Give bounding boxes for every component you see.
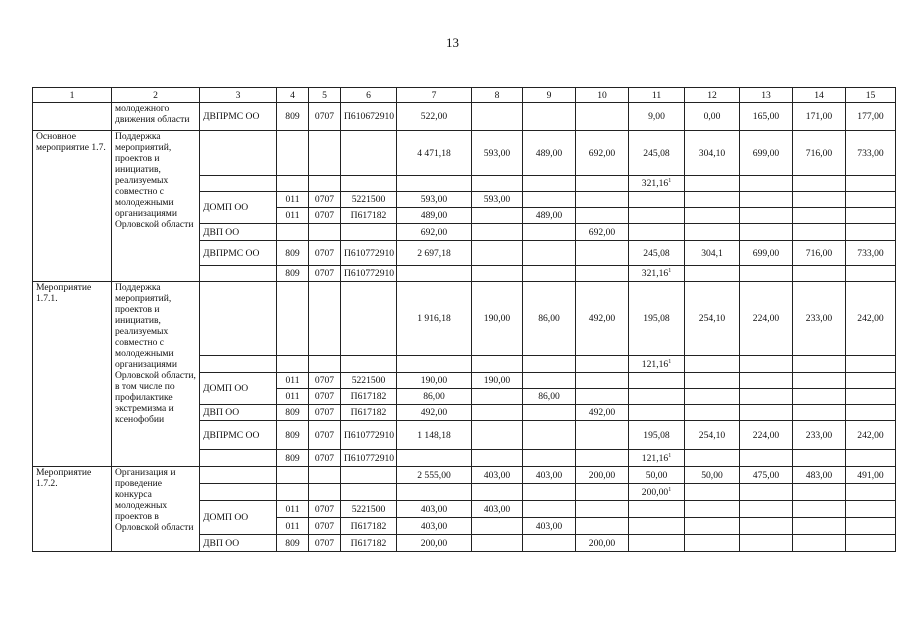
cell	[629, 389, 685, 405]
column-header: 8	[472, 88, 523, 103]
activity-label: Основное мероприятие 1.7.	[33, 131, 112, 282]
cell	[740, 389, 793, 405]
activity-description: Поддержка мероприятий, проектов и инициатив, реализуемых совместно с молодежными организациями Орловской области, в том числе по профилактике экстремизма и ксенофобии	[112, 282, 200, 467]
cell: 491,00	[846, 467, 896, 484]
cell	[846, 535, 896, 552]
cell: 011	[277, 373, 309, 389]
cell	[576, 103, 629, 131]
cell	[740, 501, 793, 518]
column-header: 3	[200, 88, 277, 103]
cell	[629, 484, 685, 501]
cell: 489,00	[523, 208, 576, 224]
cell: 195,08	[629, 282, 685, 356]
cell: П610772910	[341, 421, 397, 450]
cell: 0,00	[685, 103, 740, 131]
footnote-value: 121,16	[641, 452, 669, 464]
cell: П617182	[341, 208, 397, 224]
cell	[277, 131, 309, 176]
cell	[685, 501, 740, 518]
cell	[523, 241, 576, 266]
cell	[629, 266, 685, 282]
cell	[472, 176, 523, 192]
cell: 011	[277, 192, 309, 208]
cell	[740, 484, 793, 501]
cell: П610772910	[341, 266, 397, 282]
cell: 809	[277, 450, 309, 467]
cell: 809	[277, 535, 309, 552]
cell: 403,00	[397, 501, 472, 518]
cell	[740, 176, 793, 192]
cell	[629, 356, 685, 373]
cell: 1 916,18	[397, 282, 472, 356]
column-header: 14	[793, 88, 846, 103]
footnote-value: 321,16	[641, 178, 669, 189]
cell	[793, 356, 846, 373]
cell: 224,00	[740, 282, 793, 356]
cell: 4 471,18	[397, 131, 472, 176]
cell: 809	[277, 421, 309, 450]
footnote-value: 200,00	[641, 486, 669, 498]
cell: 86,00	[523, 389, 576, 405]
cell: П617182	[341, 535, 397, 552]
cell: 0707	[309, 208, 341, 224]
cell	[523, 356, 576, 373]
activity-label: Мероприятие 1.7.2.	[33, 467, 112, 552]
cell	[793, 224, 846, 241]
cell	[523, 405, 576, 421]
cell: 692,00	[397, 224, 472, 241]
cell: 489,00	[523, 131, 576, 176]
cell: 86,00	[523, 282, 576, 356]
cell	[846, 208, 896, 224]
cell	[523, 103, 576, 131]
cell: 171,00	[793, 103, 846, 131]
cell	[846, 356, 896, 373]
cell: 190,00	[472, 373, 523, 389]
cell	[472, 266, 523, 282]
footnote-mark: 1	[668, 452, 672, 459]
cell	[33, 103, 112, 131]
cell: 224,00	[740, 421, 793, 450]
cell	[685, 405, 740, 421]
cell: 733,00	[846, 131, 896, 176]
footnote-value: 321,16	[641, 268, 669, 279]
source-cell: ДВП ОО	[200, 535, 277, 552]
cell: 200,00	[576, 535, 629, 552]
cell	[740, 192, 793, 208]
cell: 0707	[309, 535, 341, 552]
cell	[200, 467, 277, 484]
cell	[740, 224, 793, 241]
cell	[472, 450, 523, 467]
cell	[576, 484, 629, 501]
source-cell: ДВПРМС ОО	[200, 241, 277, 266]
page-number: 13	[446, 35, 459, 50]
cell	[277, 176, 309, 192]
cell: 2 555,00	[397, 467, 472, 484]
cell	[846, 192, 896, 208]
cell	[523, 176, 576, 192]
cell	[309, 484, 341, 501]
cell	[523, 373, 576, 389]
cell: 0707	[309, 241, 341, 266]
cell	[740, 450, 793, 467]
cell: 0707	[309, 450, 341, 467]
cell: 0707	[309, 103, 341, 131]
source-cell: ДВПРМС ОО	[200, 421, 277, 450]
cell: 716,00	[793, 131, 846, 176]
column-header: 13	[740, 88, 793, 103]
cell: 5221500	[341, 501, 397, 518]
cell: П617182	[341, 389, 397, 405]
cell	[629, 501, 685, 518]
cell	[472, 405, 523, 421]
cell	[629, 192, 685, 208]
cell: 011	[277, 501, 309, 518]
continued-description: молодежного движения области	[112, 103, 200, 131]
cell	[277, 467, 309, 484]
cell	[472, 535, 523, 552]
cell: 475,00	[740, 467, 793, 484]
cell: 692,00	[576, 131, 629, 176]
column-header: 5	[309, 88, 341, 103]
cell: 304,1	[685, 241, 740, 266]
table-row	[33, 467, 896, 484]
column-header: 12	[685, 88, 740, 103]
cell	[472, 518, 523, 535]
cell	[576, 192, 629, 208]
cell	[309, 224, 341, 241]
cell: 011	[277, 518, 309, 535]
cell: 0707	[309, 421, 341, 450]
cell: 2 697,18	[397, 241, 472, 266]
cell	[629, 450, 685, 467]
cell	[472, 208, 523, 224]
cell	[740, 373, 793, 389]
cell	[740, 535, 793, 552]
cell	[846, 176, 896, 192]
cell	[341, 467, 397, 484]
cell	[523, 421, 576, 450]
cell: 593,00	[472, 131, 523, 176]
cell	[397, 266, 472, 282]
cell	[846, 405, 896, 421]
cell: 5221500	[341, 373, 397, 389]
cell	[309, 176, 341, 192]
source-cell: ДВП ОО	[200, 224, 277, 241]
cell	[576, 373, 629, 389]
cell	[472, 421, 523, 450]
cell: 50,00	[629, 467, 685, 484]
cell	[740, 518, 793, 535]
cell	[200, 176, 277, 192]
cell	[685, 356, 740, 373]
cell: 489,00	[397, 208, 472, 224]
cell	[685, 192, 740, 208]
cell: 733,00	[846, 241, 896, 266]
cell	[397, 176, 472, 192]
cell: 403,00	[472, 501, 523, 518]
cell: 692,00	[576, 224, 629, 241]
cell	[341, 224, 397, 241]
cell	[793, 484, 846, 501]
cell: 242,00	[846, 421, 896, 450]
column-header: 4	[277, 88, 309, 103]
cell	[685, 484, 740, 501]
cell	[685, 176, 740, 192]
cell	[793, 450, 846, 467]
cell: 403,00	[523, 518, 576, 535]
column-header: 15	[846, 88, 896, 103]
cell	[341, 176, 397, 192]
cell: 0707	[309, 373, 341, 389]
cell	[629, 518, 685, 535]
cell	[397, 356, 472, 373]
cell	[200, 450, 277, 467]
cell: 233,00	[793, 421, 846, 450]
cell	[277, 356, 309, 373]
cell	[793, 535, 846, 552]
cell	[793, 518, 846, 535]
cell	[846, 224, 896, 241]
cell	[846, 373, 896, 389]
footnote-value: 121,16	[641, 358, 669, 370]
cell: 593,00	[397, 192, 472, 208]
column-numbers-row	[33, 88, 896, 103]
cell: 50,00	[685, 467, 740, 484]
cell: 011	[277, 208, 309, 224]
cell	[576, 501, 629, 518]
cell: 0707	[309, 266, 341, 282]
cell	[576, 421, 629, 450]
cell	[576, 356, 629, 373]
cell: 242,00	[846, 282, 896, 356]
cell	[523, 450, 576, 467]
activity-description: Организация и проведение конкурса молодежных проектов в Орловской области	[112, 467, 200, 552]
cell: П617182	[341, 518, 397, 535]
activity-label: Мероприятие 1.7.1.	[33, 282, 112, 467]
cell	[200, 356, 277, 373]
cell: 190,00	[397, 373, 472, 389]
cell: 233,00	[793, 282, 846, 356]
cell: 1 148,18	[397, 421, 472, 450]
cell	[576, 450, 629, 467]
cell	[523, 224, 576, 241]
cell	[200, 266, 277, 282]
cell	[309, 467, 341, 484]
cell	[740, 356, 793, 373]
cell	[685, 389, 740, 405]
table-row	[33, 131, 896, 176]
cell: 403,00	[472, 467, 523, 484]
cell	[472, 224, 523, 241]
cell	[523, 501, 576, 518]
cell	[740, 208, 793, 224]
cell	[740, 405, 793, 421]
column-header: 11	[629, 88, 685, 103]
cell	[341, 131, 397, 176]
cell: 492,00	[576, 405, 629, 421]
cell: П610772910	[341, 241, 397, 266]
cell	[793, 208, 846, 224]
cell: 165,00	[740, 103, 793, 131]
cell	[846, 389, 896, 405]
cell	[793, 501, 846, 518]
cell	[472, 484, 523, 501]
cell: 809	[277, 405, 309, 421]
cell	[576, 266, 629, 282]
cell: 011	[277, 389, 309, 405]
footnote-mark: 1	[668, 177, 672, 184]
cell	[740, 266, 793, 282]
cell: П610672910	[341, 103, 397, 131]
cell	[472, 389, 523, 405]
cell	[576, 176, 629, 192]
cell	[846, 450, 896, 467]
column-header: 2	[112, 88, 200, 103]
cell: 0707	[309, 389, 341, 405]
cell: 195,08	[629, 421, 685, 450]
cell	[685, 535, 740, 552]
cell	[523, 484, 576, 501]
cell	[685, 266, 740, 282]
cell	[629, 373, 685, 389]
cell	[277, 224, 309, 241]
cell	[793, 405, 846, 421]
cell	[397, 484, 472, 501]
cell: 0707	[309, 518, 341, 535]
source-cell: ДОМП ОО	[200, 192, 277, 224]
cell	[629, 535, 685, 552]
cell	[685, 518, 740, 535]
source-cell: ДВП ОО	[200, 405, 277, 421]
footnote-mark: 1	[668, 267, 672, 274]
footnote-mark: 1	[668, 486, 672, 493]
cell	[685, 450, 740, 467]
cell	[793, 373, 846, 389]
cell	[576, 241, 629, 266]
cell: 0707	[309, 501, 341, 518]
cell: 254,10	[685, 282, 740, 356]
cell: 716,00	[793, 241, 846, 266]
cell	[685, 224, 740, 241]
cell: 483,00	[793, 467, 846, 484]
column-header: 1	[33, 88, 112, 103]
cell: 190,00	[472, 282, 523, 356]
cell: 86,00	[397, 389, 472, 405]
cell: П617182	[341, 405, 397, 421]
cell	[472, 103, 523, 131]
cell	[846, 266, 896, 282]
cell	[629, 224, 685, 241]
cell: 200,00	[397, 535, 472, 552]
cell: 5221500	[341, 192, 397, 208]
cell	[341, 356, 397, 373]
cell	[309, 131, 341, 176]
table-row	[33, 103, 896, 131]
cell: 809	[277, 241, 309, 266]
cell: П610772910	[341, 450, 397, 467]
cell	[685, 373, 740, 389]
cell	[277, 282, 309, 356]
budget-table	[32, 87, 896, 552]
source-cell: ДВПРМС ОО	[200, 103, 277, 131]
cell: 9,00	[629, 103, 685, 131]
cell: 593,00	[472, 192, 523, 208]
footnote-mark: 1	[668, 358, 672, 365]
cell	[309, 282, 341, 356]
cell	[277, 484, 309, 501]
cell: 699,00	[740, 131, 793, 176]
cell	[685, 208, 740, 224]
cell: 699,00	[740, 241, 793, 266]
cell	[846, 518, 896, 535]
cell	[576, 518, 629, 535]
cell: 0707	[309, 405, 341, 421]
cell	[793, 266, 846, 282]
cell	[629, 208, 685, 224]
column-header: 10	[576, 88, 629, 103]
table-row	[33, 282, 896, 356]
cell: 200,00	[576, 467, 629, 484]
cell	[576, 208, 629, 224]
cell: 403,00	[397, 518, 472, 535]
cell: 809	[277, 266, 309, 282]
cell	[846, 484, 896, 501]
column-header: 7	[397, 88, 472, 103]
cell: 304,10	[685, 131, 740, 176]
cell	[629, 405, 685, 421]
cell	[341, 484, 397, 501]
cell	[309, 356, 341, 373]
cell	[200, 282, 277, 356]
cell	[793, 192, 846, 208]
cell	[200, 131, 277, 176]
cell	[523, 192, 576, 208]
source-cell: ДОМП ОО	[200, 501, 277, 535]
cell	[472, 241, 523, 266]
cell: 403,00	[523, 467, 576, 484]
cell	[523, 535, 576, 552]
cell	[576, 389, 629, 405]
cell: 522,00	[397, 103, 472, 131]
cell: 492,00	[576, 282, 629, 356]
cell	[629, 176, 685, 192]
column-header: 6	[341, 88, 397, 103]
cell	[793, 389, 846, 405]
activity-description: Поддержка мероприятий, проектов и инициатив, реализуемых совместно с молодежными организациями Орловской области	[112, 131, 200, 282]
cell: 177,00	[846, 103, 896, 131]
cell	[472, 356, 523, 373]
cell	[200, 484, 277, 501]
cell: 245,08	[629, 241, 685, 266]
cell: 492,00	[397, 405, 472, 421]
cell	[523, 266, 576, 282]
cell	[397, 450, 472, 467]
cell: 245,08	[629, 131, 685, 176]
source-cell: ДОМП ОО	[200, 373, 277, 405]
cell: 809	[277, 103, 309, 131]
cell	[846, 501, 896, 518]
cell	[793, 176, 846, 192]
cell	[341, 282, 397, 356]
cell: 0707	[309, 192, 341, 208]
cell: 254,10	[685, 421, 740, 450]
column-header: 9	[523, 88, 576, 103]
